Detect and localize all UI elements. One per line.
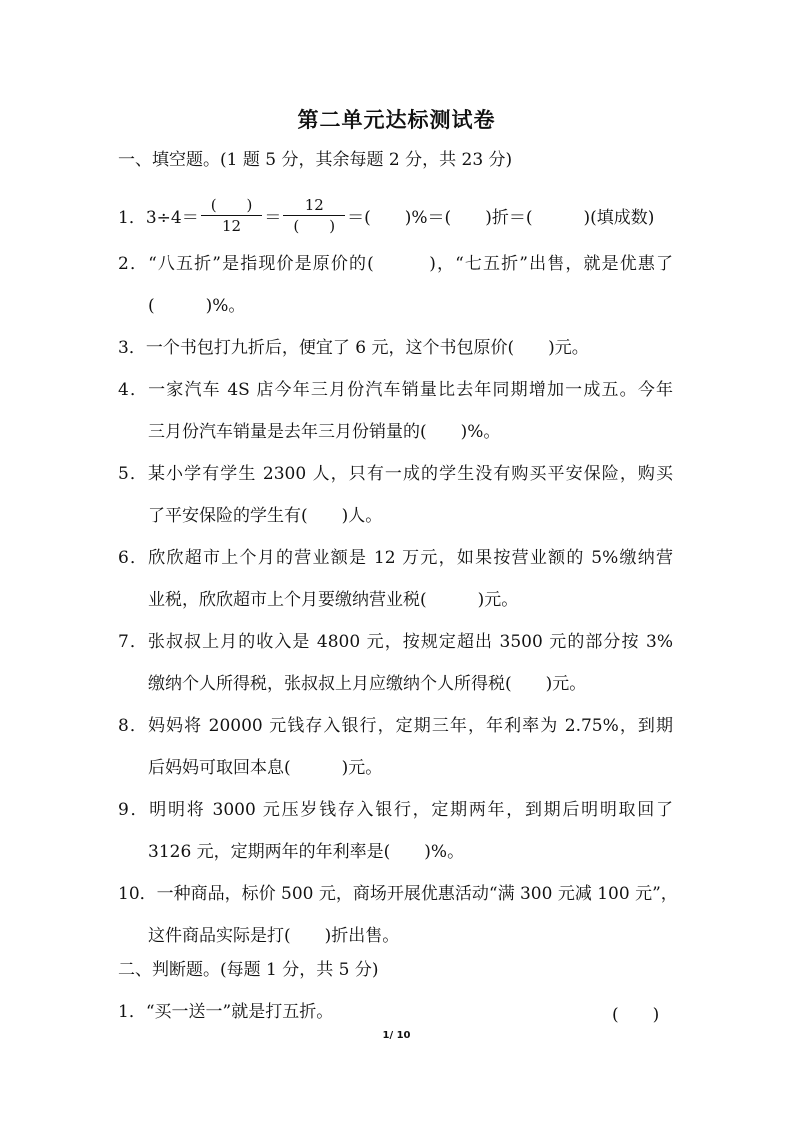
- question-1-2-line2: ( )%。: [148, 296, 246, 316]
- question-1-1: [118, 198, 654, 239]
- question-1-7-line1: 7．张叔叔上月的收入是 4800 元，按规定超出 3500 元的部分按 3%: [118, 632, 673, 652]
- fraction-2: [283, 195, 345, 236]
- section2-heading: 二、判断题。(每题 1 分，共 5 分): [118, 960, 379, 980]
- fraction-2-numerator: 12: [283, 195, 345, 216]
- question-1-2-line1: 2．“八五折”是指现价是原价的( )，“七五折”出售，就是优惠了: [118, 254, 673, 274]
- question-1-3: 3．一个书包打九折后，便宜了 6 元，这个书包原价( )元。: [118, 338, 589, 358]
- question-2-1-answer-blank: ( ): [612, 1005, 660, 1025]
- question-1-9-line2: 3126 元，定期两年的年利率是( )%。: [148, 842, 465, 862]
- question-1-10-line1: 10．一种商品，标价 500 元，商场开展优惠活动“满 300 元减 100 元”，: [118, 884, 678, 904]
- question-1-6-line2: 业税，欣欣超市上个月要缴纳营业税( )元。: [148, 590, 519, 610]
- question-1-5-line1: 5．某小学有学生 2300 人，只有一成的学生没有购买平安保险，购买: [118, 464, 673, 484]
- page-number: 1/ 10: [382, 1030, 411, 1041]
- fraction-1-numerator: ( ): [201, 195, 263, 216]
- fraction-1-denominator: 12: [222, 217, 242, 235]
- question-1-10-line2: 这件商品实际是打( )折出售。: [148, 926, 400, 946]
- fraction-1: [201, 195, 263, 236]
- q1-equals: ＝: [264, 208, 282, 228]
- q1-suffix: ＝( )%＝( )折＝( )(填成数): [347, 208, 655, 228]
- question-1-6-line1: 6．欣欣超市上个月的营业额是 12 万元，如果按营业额的 5%缴纳营: [118, 548, 673, 568]
- question-1-9-line1: 9．明明将 3000 元压岁钱存入银行，定期两年，到期后明明取回了: [118, 800, 673, 820]
- question-1-8-line1: 8．妈妈将 20000 元钱存入银行，定期三年，年利率为 2.75%，到期: [118, 716, 673, 736]
- question-2-1: 1．“买一送一”就是打五折。: [118, 1002, 334, 1022]
- section1-heading: 一、填空题。(1 题 5 分，其余每题 2 分，共 23 分): [118, 150, 513, 170]
- page-title: 第二单元达标测试卷: [297, 108, 496, 132]
- question-1-4-line2: 三月份汽车销量是去年三月份销量的( )%。: [148, 422, 501, 442]
- question-1-4-line1: 4．一家汽车 4S 店今年三月份汽车销量比去年同期增加一成五。今年: [118, 380, 673, 400]
- question-1-5-line2: 了平安保险的学生有( )人。: [148, 506, 383, 526]
- fraction-2-denominator: ( ): [293, 217, 336, 235]
- q1-prefix: 1．3÷4＝: [118, 208, 199, 228]
- question-1-8-line2: 后妈妈可取回本息( )元。: [148, 758, 383, 778]
- question-1-7-line2: 缴纳个人所得税，张叔叔上月应缴纳个人所得税( )元。: [148, 674, 587, 694]
